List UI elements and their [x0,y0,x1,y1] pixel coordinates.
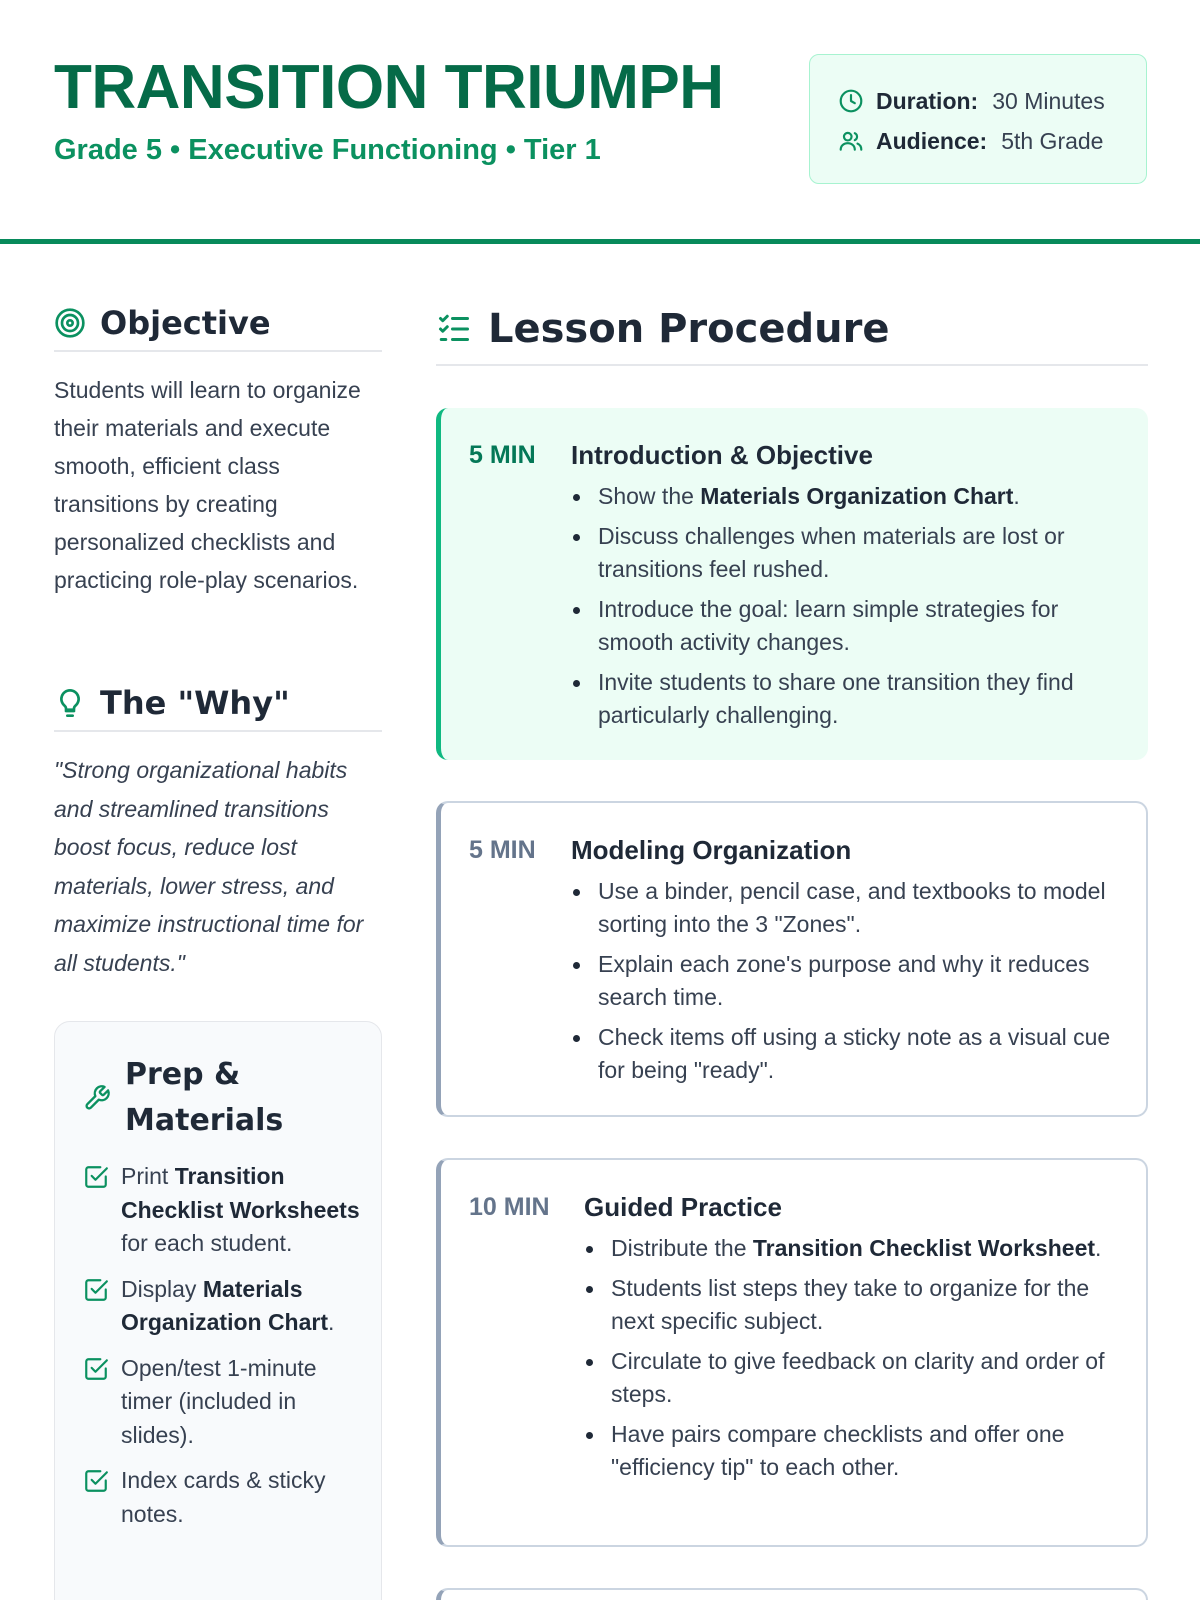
audience-label: Audience: [876,127,988,154]
page-subtitle: Grade 5 • Executive Functioning • Tier 1 [54,134,601,166]
audience-value: 5th Grade [1001,127,1104,154]
prep-item [83,1273,363,1340]
duration-row [838,81,1146,121]
checkbox-checked-icon [83,1277,109,1303]
prep-item [83,1352,363,1453]
procedure-step-partial [436,1588,1148,1600]
checkbox-checked-icon [83,1356,109,1382]
step-title: Guided Practice [584,1192,782,1222]
step-bullet: Use a binder, pencil case, and textbooks to model sorting into the 3 "Zones". [571,875,1131,941]
prep-item [83,1464,363,1531]
prep-materials-card [54,1021,382,1600]
procedure-step [436,1158,1148,1547]
step-time: 5 MIN [469,441,536,469]
audience-row [838,121,1146,161]
wrench-icon [83,1084,111,1112]
duration-label: Duration: [876,87,979,114]
duration-value: 30 Minutes [992,87,1105,114]
prep-item-text: Display Materials Organization Chart. [121,1275,335,1335]
why-quote: "Strong organizational habits and streamlined transitions boost focus, reduce lost materials, lower stress, and maximize instructional time for all students." [54,757,364,976]
prep-list [83,1160,363,1543]
step-bullet: Students list steps they take to organize for the next specific subject. [584,1272,1134,1338]
clock-icon [838,88,864,114]
objective-header [54,296,382,352]
step-bullet: Have pairs compare checklists and offer one "efficiency tip" to each other. [584,1418,1134,1484]
users-icon [838,128,864,154]
step-bullet: Explain each zone's purpose and why it reduces search time. [571,948,1131,1014]
step-time: 10 MIN [469,1193,550,1221]
prep-item-text: Print Transition Checklist Worksheets for each student. [121,1163,360,1256]
why-header [54,676,382,732]
checklist-icon [436,311,472,347]
step-bullet: Invite students to share one transition they find particularly challenging. [571,666,1131,732]
prep-item-text: Open/test 1-minute timer (included in slides). [121,1354,317,1448]
lightbulb-icon [54,687,86,719]
procedure-step [436,408,1148,760]
step-bullets [571,480,1131,739]
checkbox-checked-icon [83,1164,109,1190]
step-bullet: Distribute the Transition Checklist Worksheet. [584,1232,1134,1265]
prep-heading: Prep & Materials [125,1057,284,1138]
checkbox-checked-icon [83,1468,109,1494]
why-heading: The "Why" [100,684,290,722]
page-title: TRANSITION TRIUMPH [54,53,724,122]
prep-header [83,1052,305,1144]
page-header [0,0,1200,244]
step-bullet: Circulate to give feedback on clarity and order of steps. [584,1345,1134,1411]
step-bullets [584,1232,1134,1491]
prep-item [83,1160,363,1261]
procedure-step [436,801,1148,1117]
step-title: Modeling Organization [571,835,852,865]
prep-item-text: Index cards & sticky notes. [121,1467,326,1527]
lesson-info-box [809,54,1147,184]
procedure-heading: Lesson Procedure [488,306,890,352]
objective-text: Students will learn to organize their materials and execute smooth, efficient class transitions by creating personalized checklists and practicing role-play scenarios. [54,377,361,593]
target-icon [54,307,86,339]
step-bullet: Check items off using a sticky note as a visual cue for being "ready". [571,1021,1131,1087]
step-bullet: Show the Materials Organization Chart. [571,480,1131,513]
procedure-header [436,294,1148,366]
objective-heading: Objective [100,304,271,342]
step-bullet: Discuss challenges when materials are lost or transitions feel rushed. [571,520,1131,586]
step-bullets [571,875,1131,1094]
step-time: 5 MIN [469,836,536,864]
step-title: Introduction & Objective [571,440,873,470]
step-bullet: Introduce the goal: learn simple strategies for smooth activity changes. [571,593,1131,659]
